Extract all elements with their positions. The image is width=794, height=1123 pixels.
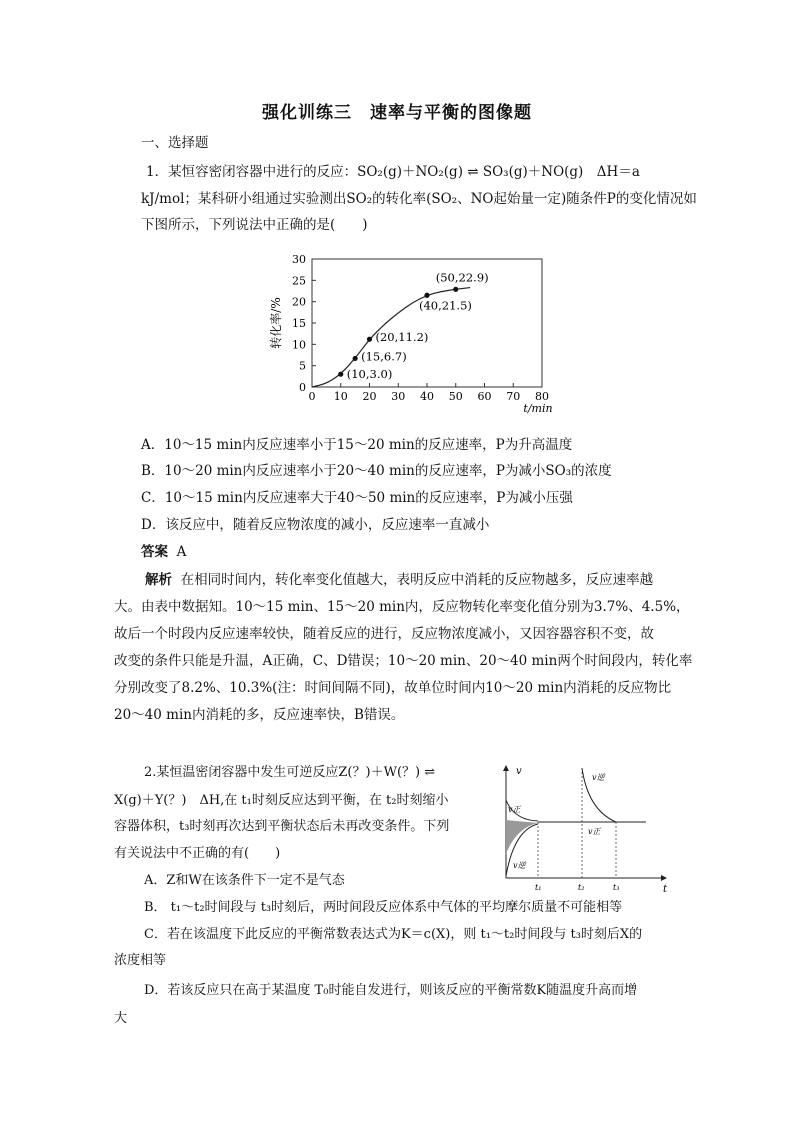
q1-answer (141, 542, 186, 562)
q1-option-c: C．10～15 min内反应速率大于40～50 min的反应速率，P为减小压强 (141, 490, 573, 506)
label-t1: t₁ (535, 883, 542, 892)
analysis-line3: 故后一个时段内反应速率较快，随着反应的进行，反应物浓度减小，又因容器容积不变，故 (114, 626, 654, 642)
q2-stem-line2: X(g)＋Y(？) ΔH,在 t₁时刻反应达到平衡，在 t₂时刻缩小 (114, 793, 449, 808)
q2-stem-line3: 容器体积，t₃时刻再次达到平衡状态后未再改变条件。下列 (114, 819, 450, 834)
x-tick-label: 80 (535, 390, 549, 403)
data-point (338, 372, 343, 377)
x-tick-label: 70 (506, 390, 521, 403)
graph-y-label: v (516, 766, 522, 777)
x-tick-label: 40 (420, 390, 434, 403)
q1-stem-line2: kJ/mol；某科研小组通过实验测出SO₂的转化率(SO₂、NO起始量一定)随条件P的变化情况如 (141, 191, 697, 207)
data-point-label: (20,11.2) (375, 330, 429, 345)
y-tick-label: 25 (292, 274, 306, 288)
x-axis-label: t/min (523, 402, 553, 415)
rate-time-graph (488, 758, 674, 898)
analysis-line2: 大。由表中数据知。10～15 min、15～20 min内，反应物转化率变化值分别为3.7%、4.5%， (114, 599, 690, 615)
q1-option-b: B．10～20 min内反应速率小于20～40 min的反应速率，P为减小SO₃的浓度 (141, 463, 612, 479)
data-point-label: (40,21.5) (419, 298, 472, 313)
data-point (424, 293, 429, 298)
conversion-chart (262, 248, 562, 418)
q2-option-c-line2: 浓度相等 (114, 953, 167, 968)
q1-stem-line3: 下图所示，下列说法中正确的是( ) (141, 217, 368, 233)
x-tick-label: 60 (477, 390, 492, 403)
analysis-text: 在相同时间内，转化率变化值越大，表明反应中消耗的反应物越多，反应速率越 (180, 572, 654, 588)
x-tick-label: 20 (362, 390, 377, 403)
data-point-label: (10,3.0) (346, 367, 393, 382)
q2-option-d-line1: D．若该反应只在高于某温度 T₀时能自发进行，则该反应的平衡常数K随温度升高而增 (144, 983, 638, 998)
analysis-line1 (145, 570, 653, 590)
section-heading: 一、选择题 (141, 135, 209, 151)
label-v-forward: v正 (508, 805, 521, 814)
x-tick-label: 0 (308, 390, 316, 403)
q2-stem-line1: 2.某恒温密闭容器中发生可逆反应Z(？)＋W(？) ⇌ (144, 765, 436, 780)
data-point (353, 356, 358, 361)
analysis-line6: 20～40 min内消耗的多，反应速率快，B错误。 (114, 707, 405, 723)
y-tick-label: 20 (292, 295, 306, 309)
y-tick-label: 5 (299, 359, 306, 373)
x-tick-label: 50 (448, 390, 463, 403)
answer-label: 答案 (141, 544, 168, 560)
graph-x-label: t (663, 884, 668, 895)
q2-option-a: A．Z和W在该条件下一定不是气态 (144, 873, 345, 888)
x-tick-label: 30 (391, 390, 406, 403)
analysis-label: 解析 (145, 572, 172, 588)
data-point-label: (15,6.7) (361, 349, 407, 364)
y-tick-label: 30 (292, 253, 306, 266)
label-v-reverse2: v逆 (592, 773, 605, 782)
analysis-line5: 分别改变了8.2%、10.3%(注：时间间隔不同)，故单位时间内10～20 min内消耗的反应物比 (114, 680, 672, 696)
data-point (453, 287, 458, 292)
label-t3: t₃ (613, 883, 620, 892)
q2-option-c-line1: C．若在该温度下此反应的平衡常数表达式为K＝c(X)，则 t₁～t₂时间段与 t₃时刻后X的 (144, 927, 643, 942)
shaded-area (506, 820, 538, 854)
data-point-label: (50,22.9) (435, 270, 489, 285)
q2-stem-line4: 有关说法中不正确的有( ) (114, 846, 281, 861)
data-point (367, 337, 372, 342)
analysis-line4: 改变的条件只能是升温，A正确，C、D错误；10～20 min、20～40 min两个时间段内，转化率 (114, 653, 693, 669)
y-axis-label: 转化率/% (269, 297, 283, 349)
y-tick-label: 10 (292, 338, 306, 352)
page-title: 强化训练三 速率与平衡的图像题 (262, 103, 532, 123)
label-t2: t₂ (578, 883, 585, 892)
q2-option-d-line2: 大 (114, 1011, 128, 1026)
y-tick-label: 0 (299, 381, 306, 394)
label-v-reverse: v逆 (513, 861, 526, 870)
y-tick-label: 15 (292, 317, 306, 330)
q1-option-d: D．该反应中，随着反应物浓度的减小，反应速率一直减小 (141, 517, 490, 533)
q2-option-b: B． t₁～t₂时间段与 t₃时刻后，两时间段反应体系中气体的平均摩尔质量不可能相等 (144, 900, 623, 915)
label-v-forward2: v正 (588, 827, 601, 836)
q1-option-a: A．10～15 min内反应速率小于15～20 min的反应速率，P为升高温度 (141, 437, 573, 453)
x-tick-label: 10 (333, 390, 348, 403)
q1-stem-line1: 1．某恒容密闭容器中进行的反应：SO₂(g)＋NO₂(g) ⇌ SO₃(g)＋NO(g) ΔH＝a (146, 164, 640, 180)
answer-value: A (176, 544, 187, 560)
